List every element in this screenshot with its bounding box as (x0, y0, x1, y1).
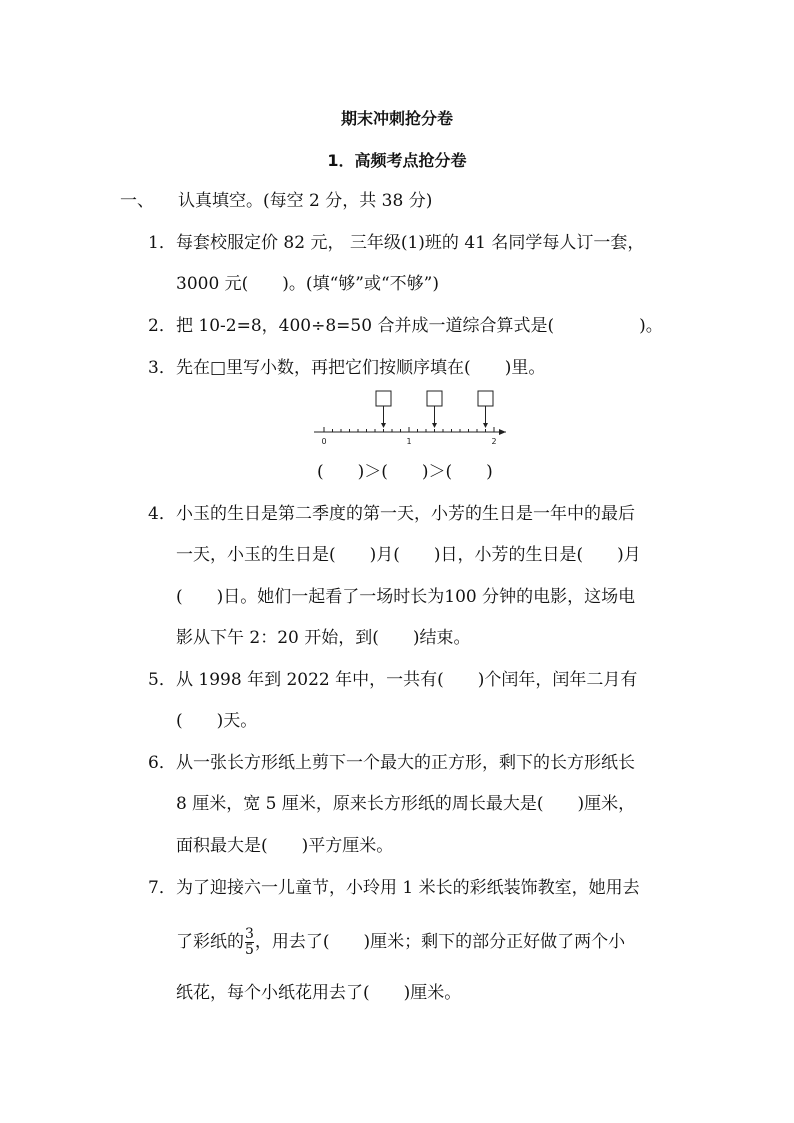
question-5-line-2: ( )天。 (176, 711, 258, 731)
question-3-line-1: 3．先在□里写小数，再把它们按顺序填在( )里。 (148, 358, 546, 378)
question-number: 1． (148, 233, 176, 253)
question-1-line-1: 1．每套校服定价 82 元， 三年级(1)班的 41 名同学每人订一套， (148, 233, 645, 253)
question-number: 2． (148, 316, 176, 336)
answer-box (376, 391, 391, 406)
answer-box (427, 391, 442, 406)
question-6-line-2: 8 厘米，宽 5 厘米，原来长方形纸的周长最大是( )厘米， (176, 794, 636, 814)
question-number: 3． (148, 358, 176, 378)
question-6-line-1: 6．从一张长方形纸上剪下一个最大的正方形，剩下的长方形纸长 (148, 753, 635, 773)
question-4-line-3: ( )日。她们一起看了一场时长为100 分钟的电影，这场电 (176, 587, 636, 607)
question-number: 5． (148, 670, 176, 690)
question-4-line-1: 4．小玉的生日是第二季度的第一天，小芳的生日是一年中的最后 (148, 504, 635, 524)
question-5-line-1: 5．从 1998 年到 2022 年中，一共有( )个闰年，闰年二月有 (148, 670, 638, 690)
question-number: 7． (148, 878, 176, 898)
comparison-blanks: ( )＞( )＞( ) (317, 462, 493, 482)
pointer-arrow-icon (381, 423, 386, 428)
tick-label: 1 (406, 437, 412, 446)
tick-label: 0 (321, 437, 327, 446)
question-6-line-3: 面积最大是( )平方厘米。 (176, 836, 394, 856)
question-number: 6． (148, 753, 176, 773)
question-4-line-4: 影从下午 2：20 开始，到( )结束。 (176, 628, 471, 648)
page-subtitle: 1．高频考点抢分卷 (327, 151, 467, 170)
number-line-figure (300, 385, 520, 455)
section-number: 一、 (120, 191, 154, 211)
question-number: 4． (148, 504, 176, 524)
section-heading (120, 190, 432, 212)
answer-box (478, 391, 493, 406)
question-7-line-3: 纸花，每个小纸花用去了( )厘米。 (176, 983, 462, 1003)
question-7-line-2: 了彩纸的 $\frac{3}{5}$ ，用去了( )厘米；剩下的部分正好做了两个小 (176, 926, 626, 958)
pointer-arrow-icon (483, 423, 488, 428)
fraction (245, 927, 254, 958)
question-2-line-1: 2．把 10-2=8，400÷8=50 合并成一道综合算式是( )。 (148, 316, 663, 336)
question-1-line-2: 3000 元( )。(填“够”或“不够”) (176, 274, 439, 294)
page-title: 期末冲刺抢分卷 (340, 109, 453, 128)
section-title: 认真填空。(每空 2 分，共 38 分) (178, 191, 433, 211)
axis-arrow-icon (499, 429, 506, 435)
question-4-line-2: 一天，小玉的生日是( )月( )日，小芳的生日是( )月 (176, 545, 641, 565)
question-7-line-1: 7．为了迎接六一儿童节，小玲用 1 米长的彩纸装饰教室，她用去 (148, 878, 640, 898)
pointer-arrow-icon (432, 423, 437, 428)
fraction-numerator: 3 (245, 926, 254, 942)
fraction-denominator: 5 (245, 942, 254, 958)
tick-label: 2 (491, 437, 497, 446)
